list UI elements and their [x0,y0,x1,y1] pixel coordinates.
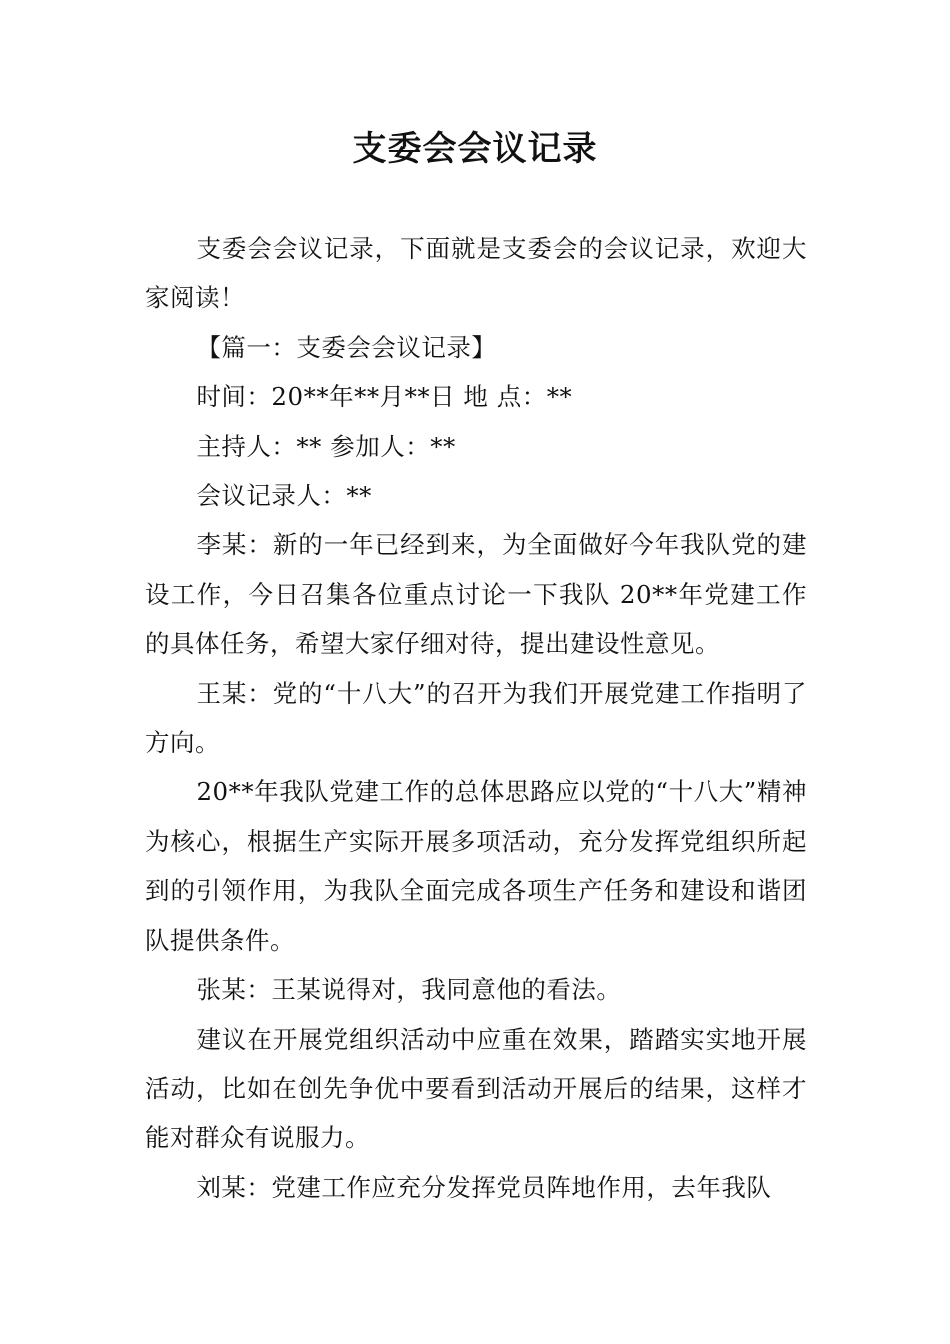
paragraph-meeting-time: 时间：20**年**月**日 地 点：** [196,382,573,412]
paragraph-zhang-continued: 建议在开展党组织活动中应重在效果，踏踏实实地开展活动，比如在创先争优中要看到活动开展后的结果，这样才能对群众有说服力。 [145,1024,807,1153]
paragraph-section-heading: 【篇一：支委会会议记录】 [196,332,497,362]
paragraph-intro: 支委会会议记录，下面就是支委会的会议记录，欢迎大家阅读！ [145,234,807,313]
paragraph-li: 李某：新的一年已经到来，为全面做好今年我队党的建设工作，今日召集各位重点讨论一下我队 20**年党建工作的具体任务，希望大家仔细对待，提出建设性意见。 [145,530,807,659]
paragraph-liu: 刘某：党建工作应充分发挥党员阵地作用，去年我队 [196,1172,772,1202]
paragraph-wang-continued: 20**年我队党建工作的总体思路应以党的“十八大”精神为核心，根据生产实际开展多项活动，充分发挥党组织所起到的引领作用，为我队全面完成各项生产任务和建设和谐团队提供条件。 [145,777,807,955]
document-title: 支委会会议记录 [352,129,598,169]
paragraph-zhang: 张某：王某说得对，我同意他的看法。 [196,975,622,1005]
document-body [145,224,807,1212]
paragraph-host: 主持人：** 参加人：** [196,431,456,461]
paragraph-recorder: 会议记录人：** [196,481,372,511]
paragraph-wang: 王某：党的“十八大”的召开为我们开展党建工作指明了方向。 [145,678,807,758]
